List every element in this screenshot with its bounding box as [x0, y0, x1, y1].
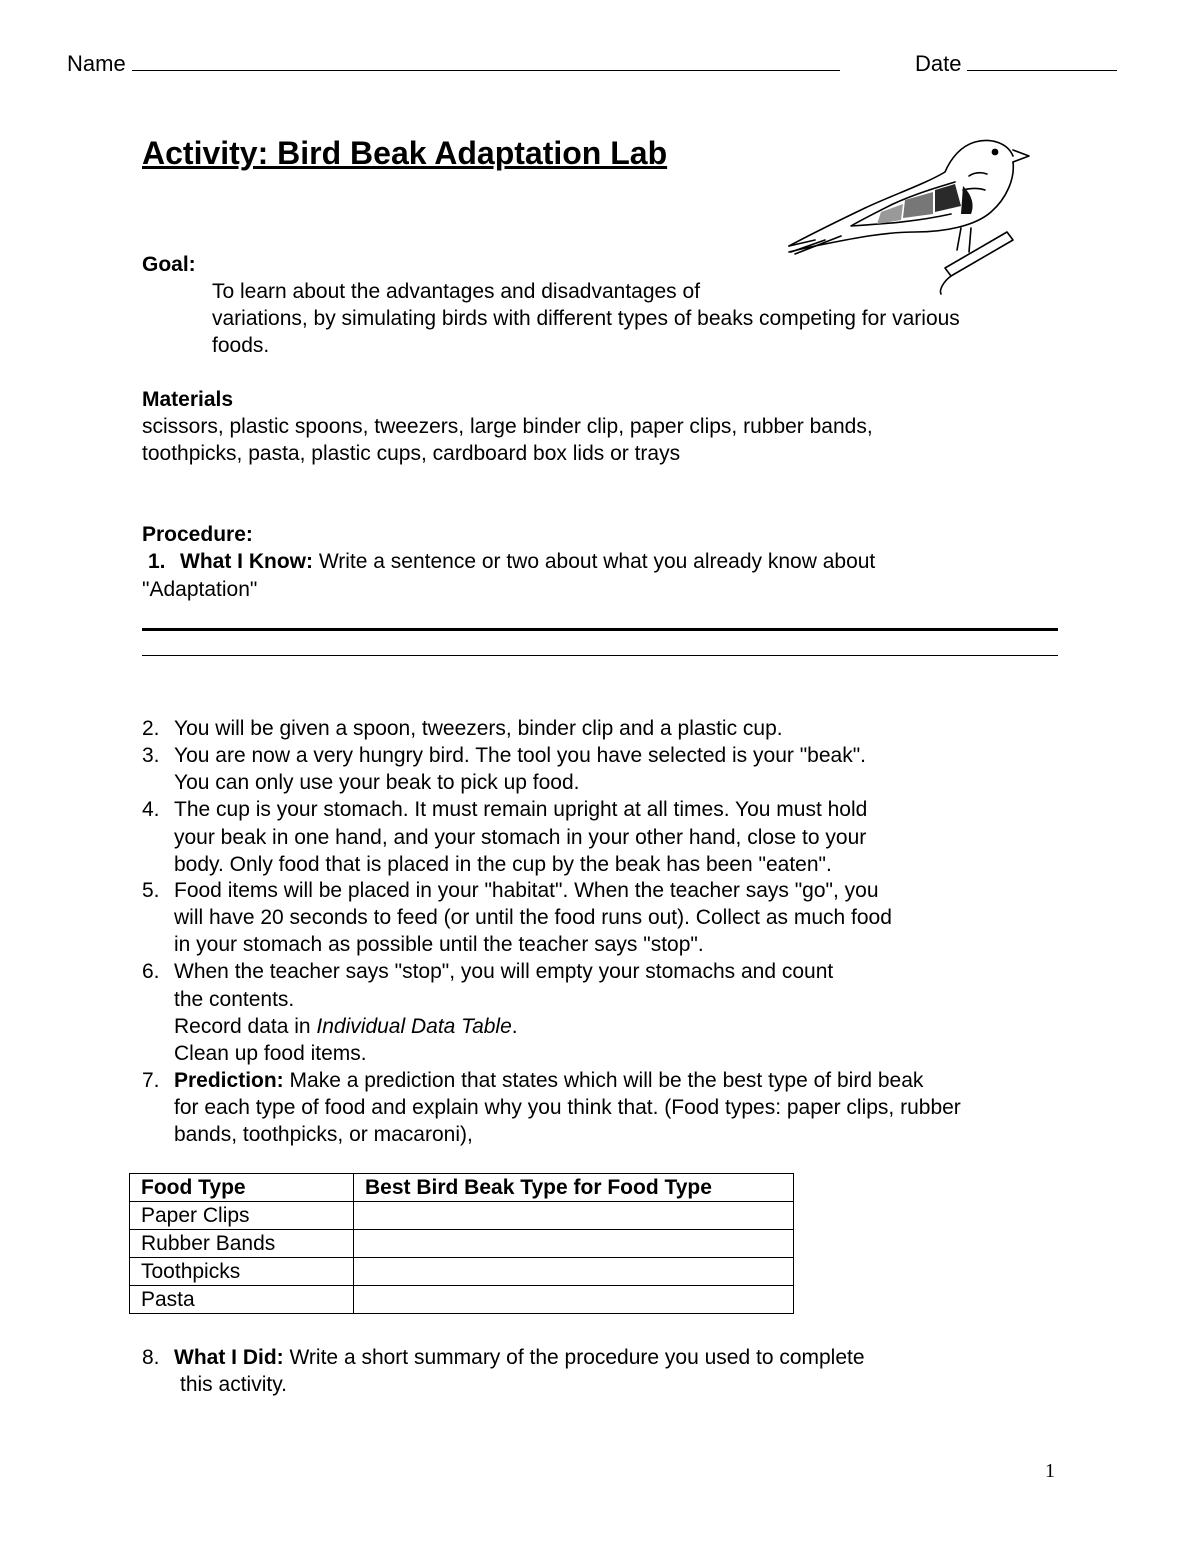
step-2 — [142, 715, 783, 742]
step-6 — [142, 958, 833, 985]
step-4-text-2: your beak in one hand, and your stomach in your other hand, close to your — [174, 826, 867, 849]
step-6-record-italic: Individual Data Table — [316, 1015, 512, 1038]
step-8-text-2: this activity. — [180, 1373, 287, 1396]
step-7-text-2: for each type of food and explain why you think that. (Food types: paper clips, rubber — [174, 1096, 961, 1119]
step-7-label: Prediction: — [174, 1069, 284, 1092]
step-2-text: You will be given a spoon, tweezers, binder clip and a plastic cup. — [174, 717, 783, 740]
table-row — [130, 1258, 794, 1286]
step-6-text-2: the contents. — [174, 988, 295, 1011]
step-4-text-1: The cup is your stomach. It must remain upright at all times. You must hold — [174, 798, 868, 821]
food-type-cell: Rubber Bands — [130, 1230, 354, 1258]
step-2-number: 2. — [142, 717, 160, 740]
step-1-text: Write a sentence or two about what you already know about — [312, 550, 876, 573]
date-field[interactable] — [915, 50, 1117, 77]
step-6-number: 6. — [142, 960, 160, 983]
step-6-record-prefix: Record data in — [174, 1015, 317, 1038]
step-3 — [142, 742, 866, 769]
step-1-label: What I Know: — [180, 550, 313, 573]
table-row — [130, 1286, 794, 1314]
step-6-record — [174, 1013, 518, 1040]
date-label: Date — [915, 51, 962, 76]
step-3-text-2: You can only use your beak to pick up food. — [174, 771, 580, 794]
goal-text-line-3: foods. — [212, 334, 270, 357]
food-type-cell: Pasta — [130, 1286, 354, 1314]
step-4-number: 4. — [142, 798, 160, 821]
name-label: Name — [67, 51, 126, 76]
page-number: 1 — [1045, 1460, 1055, 1482]
step-6-cleanup: Clean up food items. — [174, 1042, 367, 1065]
beak-type-cell[interactable] — [354, 1202, 794, 1230]
name-blank-line[interactable] — [132, 70, 840, 71]
beak-type-cell[interactable] — [354, 1286, 794, 1314]
step-1-number: 1. — [148, 550, 166, 573]
step-8-text: Write a short summary of the procedure you used to complete — [283, 1346, 865, 1369]
goal-heading: Goal: — [142, 253, 196, 276]
step-5-text-3: in your stomach as possible until the teacher says "stop". — [174, 933, 704, 956]
step-7-text-3: bands, toothpicks, or macaroni), — [174, 1123, 473, 1146]
step-5-text-2: will have 20 seconds to feed (or until the food runs out). Collect as much food — [174, 906, 892, 929]
step-8 — [142, 1344, 865, 1371]
materials-heading: Materials — [142, 388, 234, 411]
step-5-text-1: Food items will be placed in your "habitat". When the teacher says "go", you — [174, 879, 879, 902]
table-header-row — [130, 1174, 794, 1202]
beak-type-cell[interactable] — [354, 1230, 794, 1258]
answer-line-2[interactable] — [142, 655, 1058, 656]
name-field[interactable] — [67, 50, 840, 77]
date-blank-line[interactable] — [967, 70, 1117, 71]
step-4 — [142, 796, 867, 823]
table-header-food-type: Food Type — [130, 1174, 354, 1202]
step-8-label: What I Did: — [174, 1346, 284, 1369]
table-row — [130, 1202, 794, 1230]
beak-type-cell[interactable] — [354, 1258, 794, 1286]
step-4-text-3: body. Only food that is placed in the cup by the beak has been "eaten". — [174, 853, 832, 876]
materials-line-2: toothpicks, pasta, plastic cups, cardboard box lids or trays — [142, 442, 681, 465]
step-5 — [142, 877, 879, 904]
step-6-text-1: When the teacher says "stop", you will empty your stomachs and count — [174, 960, 834, 983]
materials-line-1: scissors, plastic spoons, tweezers, large binder clip, paper clips, rubber bands, — [142, 415, 873, 438]
step-7-text: Make a prediction that states which will be the best type of bird beak — [283, 1069, 924, 1092]
table-row — [130, 1230, 794, 1258]
step-3-text-1: You are now a very hungry bird. The tool you have selected is your "beak". — [174, 744, 866, 767]
bird-illustration — [785, 128, 1045, 298]
step-5-number: 5. — [142, 879, 160, 902]
goal-text-line-2: variations, by simulating birds with different types of beaks competing for various — [212, 307, 960, 330]
food-type-cell: Paper Clips — [130, 1202, 354, 1230]
step-7-number: 7. — [142, 1069, 160, 1092]
goal-text-line-1: To learn about the advantages and disadvantages of — [212, 280, 701, 303]
step-1-line-2: "Adaptation" — [142, 578, 258, 601]
page-title: Activity: Bird Beak Adaptation Lab — [142, 135, 668, 171]
food-type-cell: Toothpicks — [130, 1258, 354, 1286]
answer-line-1[interactable] — [142, 628, 1058, 631]
step-7 — [142, 1067, 923, 1094]
step-6-record-suffix: . — [511, 1015, 518, 1038]
procedure-heading: Procedure: — [142, 523, 253, 546]
step-3-number: 3. — [142, 744, 160, 767]
step-1 — [148, 548, 875, 575]
prediction-table — [129, 1173, 794, 1314]
step-8-number: 8. — [142, 1346, 160, 1369]
table-header-best-beak: Best Bird Beak Type for Food Type — [354, 1174, 794, 1202]
